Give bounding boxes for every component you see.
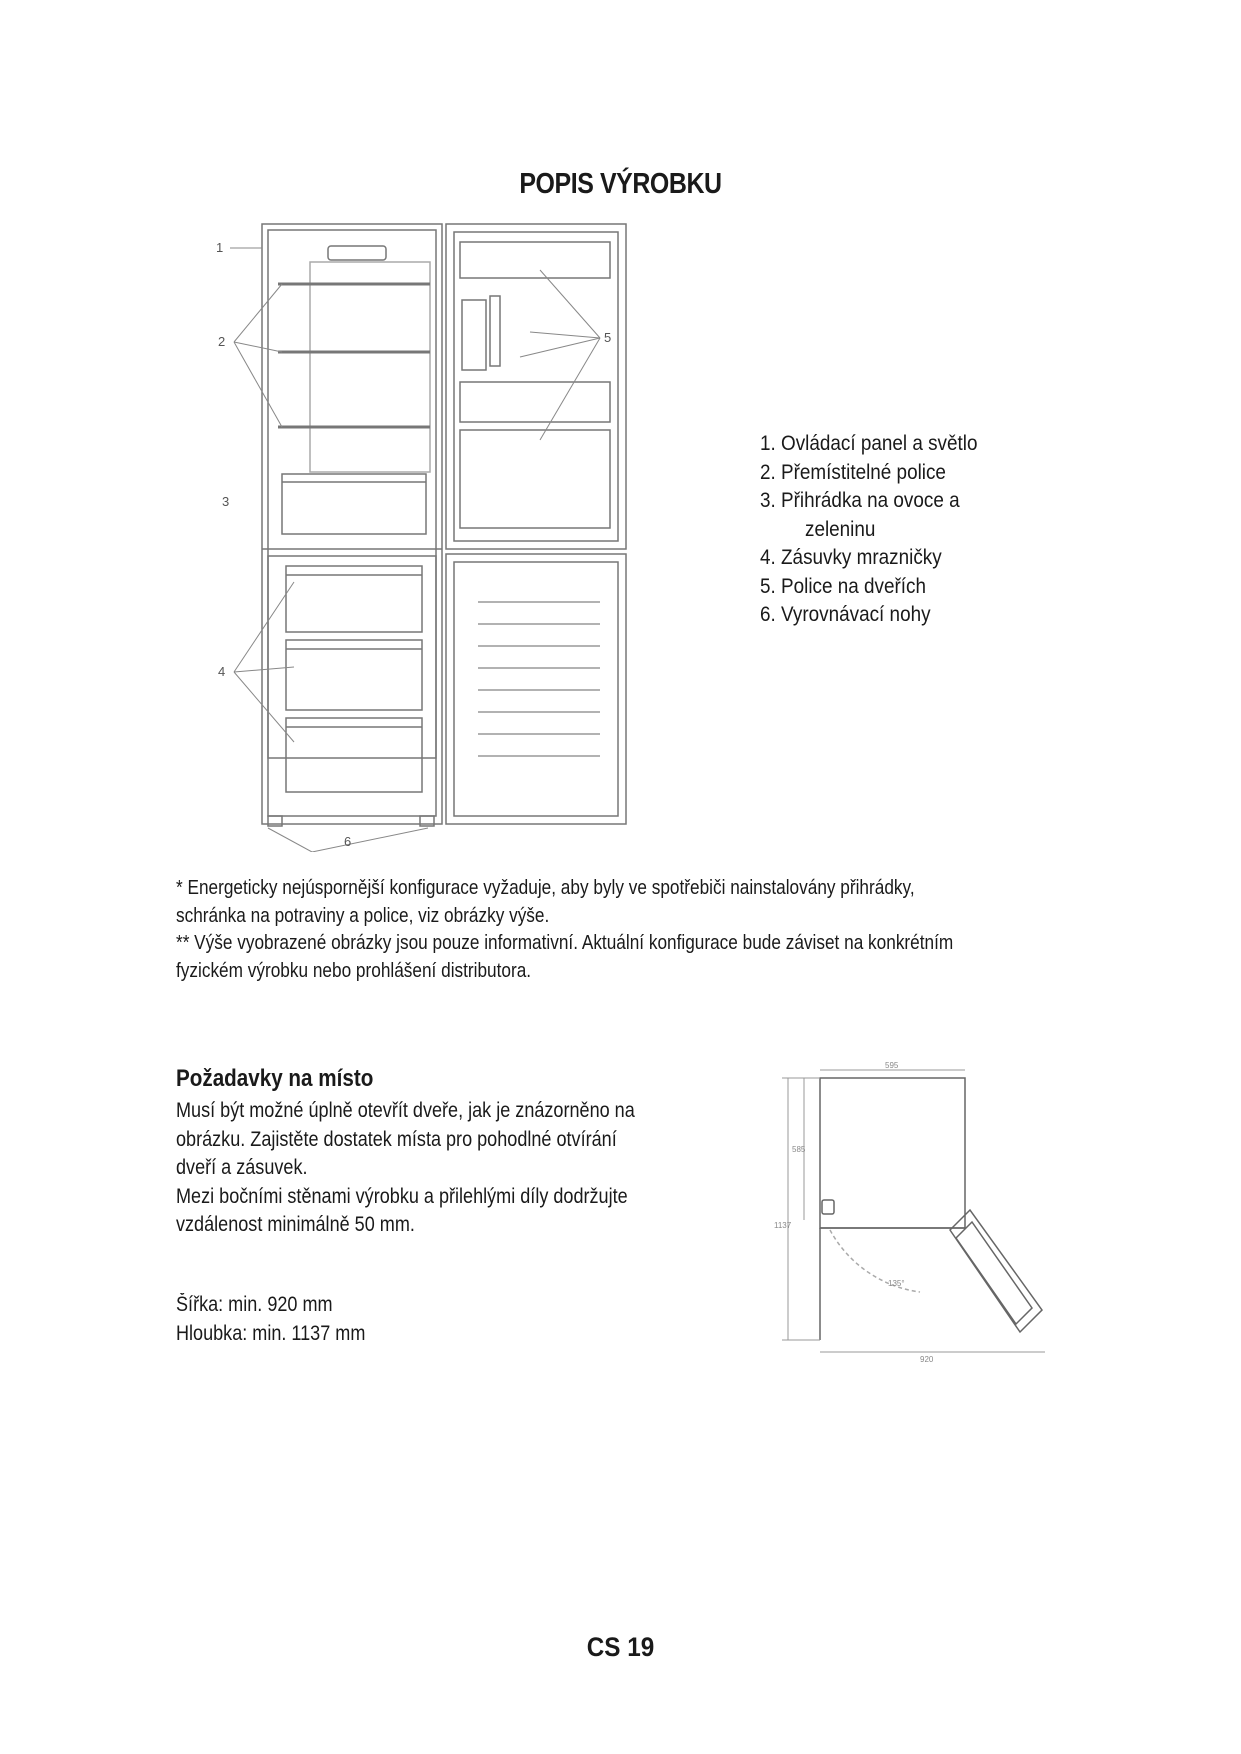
requirements-line: obrázku. Zajistěte dostatek místa pro pohodlné otvírání bbox=[176, 1127, 617, 1151]
part-item: zeleninu bbox=[805, 517, 876, 541]
note-line: ** Výše vyobrazené obrázky jsou pouze informativní. Aktuální konfigurace bude záviset na konkrétním bbox=[176, 931, 954, 954]
note-line: fyzickém výrobku nebo prohlášení distributora. bbox=[176, 958, 532, 982]
diagram-label-3: 3 bbox=[222, 494, 230, 509]
requirements-line: Musí být možné úplně otevřít dveře, jak je znázorněno na bbox=[176, 1099, 635, 1122]
plan-side-upper-dimension: 585 bbox=[792, 1145, 806, 1154]
diagram-label-2: 2 bbox=[218, 334, 226, 349]
part-item: 2. Přemístitelné police bbox=[760, 460, 946, 484]
diagram-label-6: 6 bbox=[344, 834, 352, 849]
requirements-line: dveří a zásuvek. bbox=[176, 1156, 308, 1179]
note-line: schránka na potraviny a police, viz obrázky výše. bbox=[176, 903, 550, 927]
parts-list bbox=[760, 430, 977, 630]
depth-requirement: Hloubka: min. 1137 mm bbox=[176, 1322, 366, 1345]
part-item: 1. Ovládací panel a světlo bbox=[760, 432, 978, 455]
plan-top-dimension: 595 bbox=[885, 1061, 899, 1070]
page-number: CS 19 bbox=[586, 1632, 655, 1662]
part-item: 4. Zásuvky mrazničky bbox=[760, 546, 942, 569]
width-requirement: Šířka: min. 920 mm bbox=[176, 1293, 333, 1316]
part-item: 5. Police na dveřích bbox=[760, 574, 926, 598]
part-item: 6. Vyrovnávací nohy bbox=[760, 603, 931, 626]
door-opening-plan bbox=[770, 1060, 1050, 1380]
note-line: * Energeticky nejúspornější konfigurace vyžaduje, aby byly ve spotřebiči nainstalovány přihrádky, bbox=[176, 876, 915, 899]
diagram-label-5: 5 bbox=[604, 330, 612, 345]
requirements-text bbox=[176, 1097, 635, 1240]
page-title: POPIS VÝROBKU bbox=[519, 168, 722, 200]
requirements-line: Mezi bočními stěnami výrobku a přilehlými díly dodržujte bbox=[176, 1184, 628, 1208]
requirements-line: vzdálenost minimálně 50 mm. bbox=[176, 1213, 415, 1236]
dimensions bbox=[176, 1290, 365, 1348]
notes bbox=[176, 874, 1186, 984]
diagram-label-1: 1 bbox=[216, 240, 224, 255]
plan-side-total-dimension: 1137 bbox=[774, 1221, 792, 1230]
plan-bottom-dimension: 920 bbox=[920, 1355, 934, 1364]
requirements-title: Požadavky na místo bbox=[176, 1065, 374, 1092]
diagram-label-4: 4 bbox=[218, 664, 226, 679]
part-item: 3. Přihrádka na ovoce a bbox=[760, 489, 960, 512]
plan-angle: 135° bbox=[888, 1279, 905, 1288]
fridge-diagram bbox=[210, 212, 670, 852]
